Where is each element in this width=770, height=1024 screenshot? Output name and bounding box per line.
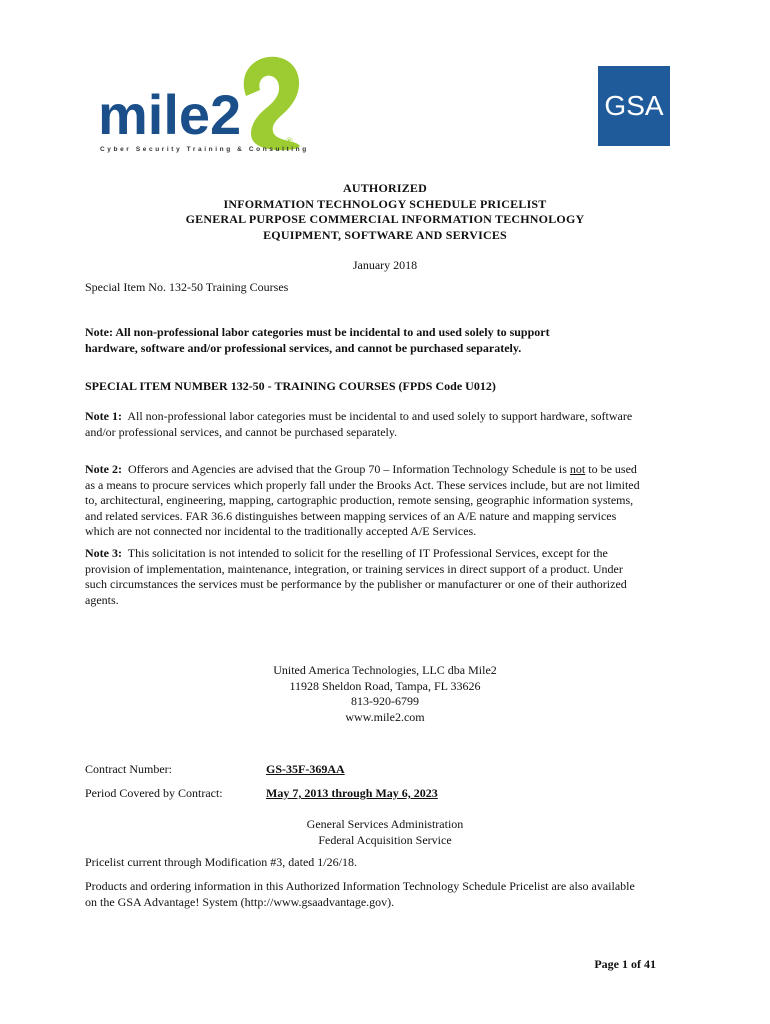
agency-block (0, 817, 770, 848)
title-line: GENERAL PURPOSE COMMERCIAL INFORMATION TECHNOLOGY (185, 212, 585, 226)
company-website: www.mile2.com (345, 709, 425, 724)
note-bold-line: hardware, software and/or professional services, and cannot be purchased separately. (85, 340, 522, 355)
mile2-logo-text: mile2 (98, 83, 242, 146)
note-1-line: and/or professional services, and cannot be purchased separately. (85, 424, 398, 439)
note-1-line: All non-professional labor categories must be incidental to and used solely to support hardware, software (127, 409, 633, 423)
note-2 (85, 462, 675, 540)
page-number: Page 1 of 41 (594, 957, 656, 971)
note-2-label: Note 2: (85, 462, 122, 476)
agency-line: Federal Acquisition Service (318, 832, 452, 847)
note-3-label: Note 3: (85, 546, 122, 560)
company-name: United America Technologies, LLC dba Mile2 (273, 663, 497, 677)
note-1 (85, 409, 675, 440)
note-2-underlined-word: not (569, 462, 586, 476)
company-address: 11928 Sheldon Road, Tampa, FL 33626 (289, 678, 481, 693)
gsa-logo-text: GSA (604, 90, 664, 121)
period-covered-value: May 7, 2013 through May 6, 2023 (266, 786, 438, 800)
ordering-info (85, 879, 675, 910)
note-2-line: and related services. FAR 36.6 distinguishes between mapping services of an A/E nature and mapping services (85, 508, 617, 523)
title-line: INFORMATION TECHNOLOGY SCHEDULE PRICELIST (223, 196, 547, 211)
special-item-line: Special Item No. 132-50 Training Courses (85, 280, 289, 294)
document-date: January 2018 (352, 258, 418, 272)
note-3-line: such circumstances the services must be performance by the publisher or manufacturer or one of their authorized (85, 577, 627, 591)
mile2-tagline: Cyber Security Training & Consulting (100, 146, 309, 153)
gsa-logo (598, 66, 670, 146)
contract-number-label: Contract Number: (85, 762, 172, 776)
note-2-line: as a means to procure services which properly fall under the Brooks Act. These services include, but are not limited (85, 477, 640, 492)
pricelist-current-line: Pricelist current through Modification #3, dated 1/26/18. (85, 855, 357, 869)
ordering-info-line: on the GSA Advantage! System (http://www.gsaadvantage.gov). (85, 894, 395, 909)
company-phone: 813-920-6799 (351, 694, 419, 708)
note-2-line: which are not connected nor incidental to the traditionally accepted A/E Services. (85, 524, 477, 538)
note-3-line: provision of implementation, maintenance, integration, or training services in direct support of a product. Under (85, 561, 623, 576)
mile2-registered-mark: ® (286, 136, 293, 146)
note-1-label: Note 1: (85, 409, 122, 423)
note-bold-line: Note: All non-professional labor categories must be incidental to and used solely to support (85, 325, 550, 339)
note-2-line: to, architectural, engineering, mapping, cartographic production, remote sensing, geographic information systems, (85, 493, 634, 507)
note-2-text: Offerors and Agencies are advised that the Group 70 – Information Technology Schedule is (127, 462, 570, 476)
note-bold (85, 325, 675, 356)
period-covered-label: Period Covered by Contract: (85, 786, 223, 800)
title-line: EQUIPMENT, SOFTWARE AND SERVICES (263, 227, 507, 242)
note-3-line: This solicitation is not intended to solicit for the reselling of IT Professional Services, except for the (127, 546, 608, 560)
mile2-logo (96, 48, 311, 158)
note-3 (85, 546, 675, 608)
title-line: AUTHORIZED (342, 181, 427, 195)
contract-number-value: GS-35F-369AA (266, 762, 345, 776)
document-title (0, 181, 770, 243)
agency-line: General Services Administration (306, 817, 464, 831)
sin-heading: SPECIAL ITEM NUMBER 132-50 - TRAINING COURSES (FPDS Code U012) (85, 379, 496, 393)
ordering-info-line: Products and ordering information in this Authorized Information Technology Schedule Pricelist are also available (85, 879, 635, 893)
company-contact (0, 663, 770, 725)
note-2-text: to be used (585, 462, 637, 476)
note-3-line: agents. (85, 592, 119, 607)
